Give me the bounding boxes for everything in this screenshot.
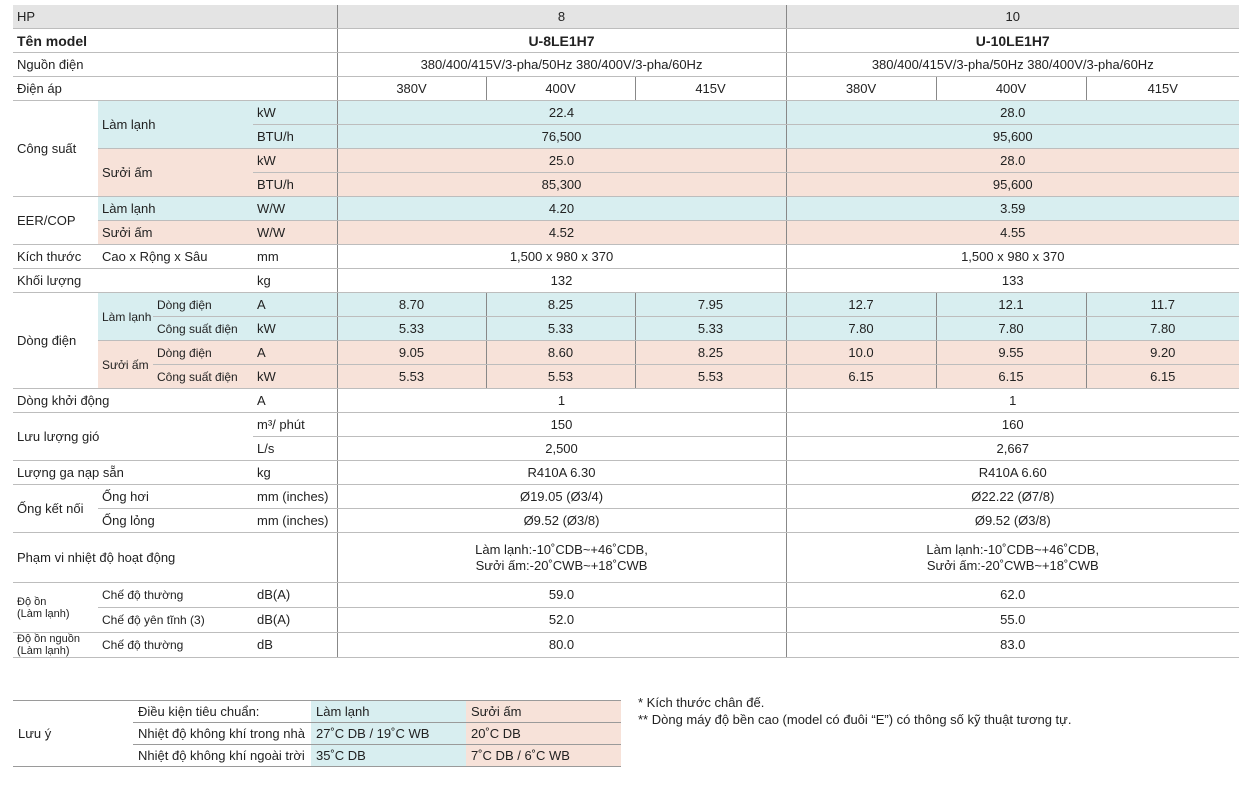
starting-current-8: 1 [337, 389, 786, 413]
airflow-ls-10: 2,667 [786, 437, 1239, 461]
eer-heating-label: Sưởi ấm [98, 221, 253, 245]
current-cell: 8.25 [486, 293, 635, 317]
capacity-heat-btu-8: 85,300 [337, 173, 786, 197]
capacity-heating-label: Sưởi ấm [98, 149, 253, 197]
piping-label: Ống kết nối [13, 485, 98, 533]
power-cell: 7.80 [786, 317, 936, 341]
operating-range-line: Sưởi ấm:-20˚CWB~+18˚CWB [475, 557, 648, 573]
conditions-label: Điều kiện tiêu chuẩn: [133, 701, 311, 723]
model-10: U-10LE1H7 [786, 29, 1239, 53]
hp-8: 8 [337, 5, 786, 29]
unit: L/s [253, 437, 337, 461]
unit: kW [253, 317, 337, 341]
unit: mm (inches) [253, 485, 337, 509]
capacity-heat-kw-8: 25.0 [337, 149, 786, 173]
voltage-cell: 380V [786, 77, 936, 101]
notes-cooling-label: Làm lạnh [311, 701, 466, 723]
noise-label [13, 583, 98, 633]
operating-range-row [13, 533, 1239, 583]
noise-label-line: Độ ồn [17, 595, 47, 608]
spec-table [13, 5, 1239, 658]
piping-gas-8: Ø19.05 (Ø3/4) [337, 485, 786, 509]
piping-liquid-10: Ø9.52 (Ø3/8) [786, 509, 1239, 533]
piping-liquid-8: Ø9.52 (Ø3/8) [337, 509, 786, 533]
noise-quiet-row [13, 608, 1239, 633]
starting-current-row [13, 389, 1239, 413]
unit: dB(A) [253, 583, 337, 608]
model-row [13, 29, 1239, 53]
unit: kW [253, 365, 337, 389]
operating-range-10 [786, 533, 1239, 583]
current-cell: 7.95 [635, 293, 786, 317]
starting-current-label: Dòng khởi động [13, 389, 253, 413]
unit: A [253, 389, 337, 413]
power-sub-label: Công suất điện [153, 365, 253, 389]
voltage-label: Điện áp [13, 77, 337, 101]
refrigerant-10: R410A 6.60 [786, 461, 1239, 485]
sound-power-label [13, 633, 98, 658]
capacity-cool-kw-10: 28.0 [786, 101, 1239, 125]
sound-power-label-line: (Làm lạnh) [17, 645, 70, 657]
operating-range-line: Làm lạnh:-10˚CDB~+46˚CDB, [926, 541, 1100, 557]
unit: kg [253, 269, 337, 293]
power-cell: 5.53 [337, 365, 486, 389]
current-heat-a-row [13, 341, 1239, 365]
footnote-1: * Kích thước chân đế. [638, 695, 765, 710]
current-cell: 9.05 [337, 341, 486, 365]
unit: dB(A) [253, 608, 337, 633]
power-source-10: 380/400/415V/3-pha/50Hz 380/400V/3-pha/60Hz [786, 53, 1239, 77]
notes-table [13, 700, 621, 767]
refrigerant-label: Lượng ga nạp sẵn [13, 461, 253, 485]
unit: A [253, 293, 337, 317]
notes-heating-label: Sưởi ấm [466, 701, 621, 723]
voltage-row [13, 77, 1239, 101]
airflow-ls-8: 2,500 [337, 437, 786, 461]
power-cell: 5.53 [486, 365, 635, 389]
unit: W/W [253, 221, 337, 245]
airflow-m3-8: 150 [337, 413, 786, 437]
noise-quiet-label: Chế độ yên tĩnh (3) [98, 608, 253, 633]
indoor-cool: 27˚C DB / 19˚C WB [311, 723, 466, 745]
capacity-heat-btu-10: 95,600 [786, 173, 1239, 197]
dimensions-8: 1,500 x 980 x 370 [337, 245, 786, 269]
noise-normal-10: 62.0 [786, 583, 1239, 608]
power-cell: 6.15 [786, 365, 936, 389]
power-source-row [13, 53, 1239, 77]
capacity-cool-btu-8: 76,500 [337, 125, 786, 149]
operating-range-8 [337, 533, 786, 583]
outdoor-label: Nhiệt độ không khí ngoài trời [133, 745, 311, 767]
power-cell: 5.33 [635, 317, 786, 341]
eer-heat-row [13, 221, 1239, 245]
dimensions-sub: Cao x Rộng x Sâu [98, 245, 253, 269]
eer-cooling-label: Làm lạnh [98, 197, 253, 221]
current-cooling-label: Làm lạnh [98, 293, 153, 341]
current-cell: 12.1 [936, 293, 1086, 317]
refrigerant-8: R410A 6.30 [337, 461, 786, 485]
refrigerant-row [13, 461, 1239, 485]
current-cell: 8.70 [337, 293, 486, 317]
current-cool-kw-row [13, 317, 1239, 341]
weight-row [13, 269, 1239, 293]
noise-normal-label: Chế độ thường [98, 583, 253, 608]
unit: A [253, 341, 337, 365]
eer-cool-row [13, 197, 1239, 221]
unit: BTU/h [253, 173, 337, 197]
power-source-label: Nguồn điện [13, 53, 337, 77]
current-sub-label: Dòng điện [153, 341, 253, 365]
hp-10: 10 [786, 5, 1239, 29]
footnote-2: ** Dòng máy độ bền cao (model có đuôi “E”) có thông số kỹ thuật tương tự. [638, 712, 1072, 727]
dimensions-10: 1,500 x 980 x 370 [786, 245, 1239, 269]
airflow-m3-10: 160 [786, 413, 1239, 437]
notes-label: Lưu ý [13, 701, 133, 767]
power-cell: 7.80 [1086, 317, 1239, 341]
sound-power-mode-label: Chế độ thường [98, 633, 253, 658]
capacity-cool-btu-10: 95,600 [786, 125, 1239, 149]
piping-gas-row [13, 485, 1239, 509]
airflow-m3-row [13, 413, 1239, 437]
capacity-cooling-label: Làm lạnh [98, 101, 253, 149]
power-cell: 7.80 [936, 317, 1086, 341]
indoor-heat: 20˚C DB [466, 723, 621, 745]
notes-header-row [13, 701, 621, 723]
hp-row [13, 5, 1239, 29]
current-heating-label: Sưởi ấm [98, 341, 153, 389]
unit: W/W [253, 197, 337, 221]
current-cell: 8.60 [486, 341, 635, 365]
current-cool-a-row [13, 293, 1239, 317]
unit: kW [253, 149, 337, 173]
noise-normal-8: 59.0 [337, 583, 786, 608]
piping-liquid-label: Ống lỏng [98, 509, 253, 533]
current-sub-label: Dòng điện [153, 293, 253, 317]
capacity-label: Công suất [13, 101, 98, 197]
voltage-cell: 415V [1086, 77, 1239, 101]
current-label: Dòng điện [13, 293, 98, 389]
current-cell: 8.25 [635, 341, 786, 365]
unit: kW [253, 101, 337, 125]
noise-quiet-8: 52.0 [337, 608, 786, 633]
current-cell: 12.7 [786, 293, 936, 317]
operating-range-line: Sưởi ấm:-20˚CWB~+18˚CWB [926, 557, 1099, 573]
operating-range-label: Phạm vi nhiệt độ hoạt động [13, 533, 337, 583]
outdoor-cool: 35˚C DB [311, 745, 466, 767]
eer-heat-10: 4.55 [786, 221, 1239, 245]
outdoor-heat: 7˚C DB / 6˚C WB [466, 745, 621, 767]
current-heat-kw-row [13, 365, 1239, 389]
capacity-heat-kw-row [13, 149, 1239, 173]
sound-power-10: 83.0 [786, 633, 1239, 658]
operating-range-line: Làm lạnh:-10˚CDB~+46˚CDB, [475, 541, 648, 557]
indoor-label: Nhiệt độ không khí trong nhà [133, 723, 311, 745]
noise-quiet-10: 55.0 [786, 608, 1239, 633]
power-cell: 6.15 [1086, 365, 1239, 389]
power-source-8: 380/400/415V/3-pha/50Hz 380/400V/3-pha/60Hz [337, 53, 786, 77]
sound-power-label-line: Độ ồn nguồn [17, 633, 80, 645]
current-cell: 9.20 [1086, 341, 1239, 365]
voltage-cell: 380V [337, 77, 486, 101]
power-cell: 5.33 [337, 317, 486, 341]
eer-heat-8: 4.52 [337, 221, 786, 245]
capacity-cool-kw-row [13, 101, 1239, 125]
unit: BTU/h [253, 125, 337, 149]
model-label: Tên model [13, 29, 337, 53]
capacity-cool-kw-8: 22.4 [337, 101, 786, 125]
unit: kg [253, 461, 337, 485]
voltage-cell: 400V [486, 77, 635, 101]
dimensions-row [13, 245, 1239, 269]
noise-normal-row [13, 583, 1239, 608]
starting-current-10: 1 [786, 389, 1239, 413]
piping-gas-label: Ống hơi [98, 485, 253, 509]
unit: m³/ phút [253, 413, 337, 437]
eer-cool-8: 4.20 [337, 197, 786, 221]
eer-cool-10: 3.59 [786, 197, 1239, 221]
airflow-label: Lưu lượng gió [13, 413, 253, 461]
voltage-cell: 415V [635, 77, 786, 101]
hp-label: HP [13, 5, 337, 29]
dimensions-label: Kích thước [13, 245, 98, 269]
piping-liquid-row [13, 509, 1239, 533]
eer-label: EER/COP [13, 197, 98, 245]
voltage-cell: 400V [936, 77, 1086, 101]
noise-label-line: (Làm lạnh) [17, 607, 70, 620]
power-cell: 6.15 [936, 365, 1086, 389]
sound-power-row [13, 633, 1239, 658]
capacity-heat-kw-10: 28.0 [786, 149, 1239, 173]
unit: mm (inches) [253, 509, 337, 533]
power-sub-label: Công suất điện [153, 317, 253, 341]
weight-8: 132 [337, 269, 786, 293]
model-8: U-8LE1H7 [337, 29, 786, 53]
current-cell: 9.55 [936, 341, 1086, 365]
piping-gas-10: Ø22.22 (Ø7/8) [786, 485, 1239, 509]
weight-label: Khối lượng [13, 269, 253, 293]
power-cell: 5.53 [635, 365, 786, 389]
power-cell: 5.33 [486, 317, 635, 341]
sound-power-8: 80.0 [337, 633, 786, 658]
unit: mm [253, 245, 337, 269]
weight-10: 133 [786, 269, 1239, 293]
current-cell: 11.7 [1086, 293, 1239, 317]
unit: dB [253, 633, 337, 658]
current-cell: 10.0 [786, 341, 936, 365]
